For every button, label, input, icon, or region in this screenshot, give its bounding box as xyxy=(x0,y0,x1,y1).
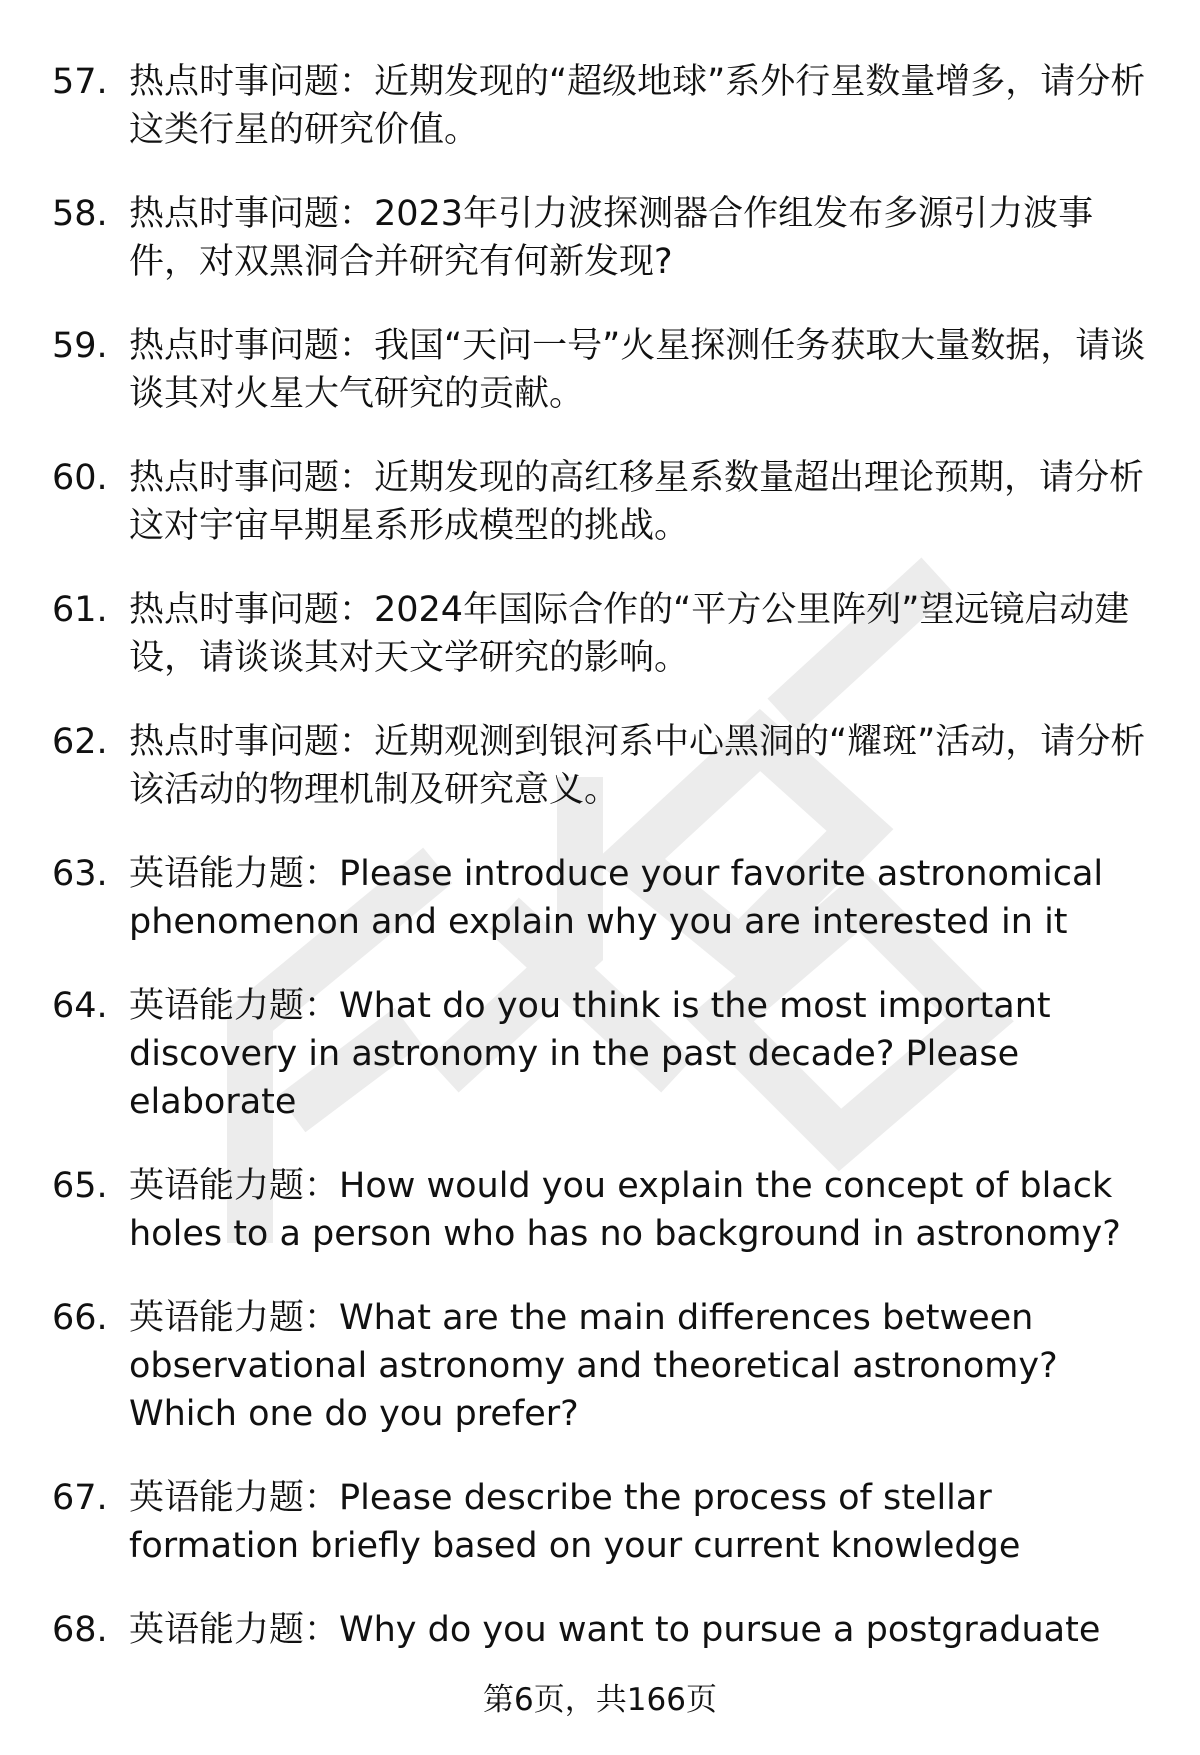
question-item xyxy=(0,1294,1200,1438)
question-text: 英语能力题：Please introduce your favorite astronomical phenomenon and explain why you are interested in it xyxy=(129,854,1104,942)
question-item xyxy=(0,1606,1200,1654)
question-number: 60. xyxy=(52,458,108,498)
question-number: 59. xyxy=(52,326,108,366)
question-number: 65. xyxy=(52,1166,108,1206)
question-item xyxy=(0,322,1200,418)
question-text: 热点时事问题：我国“天问一号”火星探测任务获取大量数据，请谈谈其对火星大气研究的贡献。 xyxy=(129,326,1146,414)
question-item xyxy=(0,1474,1200,1570)
question-item xyxy=(0,982,1200,1126)
page-number-label: 第6页，共166页 xyxy=(483,1682,717,1718)
question-number: 58. xyxy=(52,194,108,234)
question-number: 57. xyxy=(52,62,108,102)
question-item xyxy=(0,1162,1200,1258)
question-text: 英语能力题：Please describe the process of stellar formation briefly based on your current knowledge xyxy=(129,1478,1021,1566)
question-number: 66. xyxy=(52,1298,108,1338)
question-text: 热点时事问题：2024年国际合作的“平方公里阵列”望远镜启动建设，请谈谈其对天文学研究的影响。 xyxy=(129,590,1130,678)
question-number: 63. xyxy=(52,854,108,894)
question-number: 61. xyxy=(52,590,108,630)
question-number: 67. xyxy=(52,1478,108,1518)
question-text: 热点时事问题：近期观测到银河系中心黑洞的“耀斑”活动，请分析该活动的物理机制及研究意义。 xyxy=(129,722,1146,810)
question-number: 64. xyxy=(52,986,108,1026)
question-item xyxy=(0,718,1200,814)
question-text: 英语能力题：How would you explain the concept of black holes to a person who has no background in astronomy? xyxy=(129,1166,1121,1254)
question-item xyxy=(0,58,1200,154)
question-text: 英语能力题：Why do you want to pursue a postgraduate xyxy=(129,1610,1101,1650)
question-text: 热点时事问题：2023年引力波探测器合作组发布多源引力波事件，对双黑洞合并研究有何新发现? xyxy=(129,194,1094,282)
question-text: 热点时事问题：近期发现的高红移星系数量超出理论预期，请分析这对宇宙早期星系形成模型的挑战。 xyxy=(129,458,1145,546)
question-list xyxy=(0,58,1200,1690)
question-number: 62. xyxy=(52,722,108,762)
question-item xyxy=(0,190,1200,286)
question-item xyxy=(0,586,1200,682)
question-number: 68. xyxy=(52,1610,108,1650)
page-footer xyxy=(0,1680,1200,1720)
question-item xyxy=(0,850,1200,946)
question-text: 热点时事问题：近期发现的“超级地球”系外行星数量增多，请分析这类行星的研究价值。 xyxy=(129,62,1146,150)
question-item xyxy=(0,454,1200,550)
question-text: 英语能力题：What are the main differences between observational astronomy and theoretical astronomy? Which one do you prefer? xyxy=(129,1298,1058,1434)
question-text: 英语能力题：What do you think is the most important discovery in astronomy in the past decade? Please elaborate xyxy=(129,986,1051,1122)
